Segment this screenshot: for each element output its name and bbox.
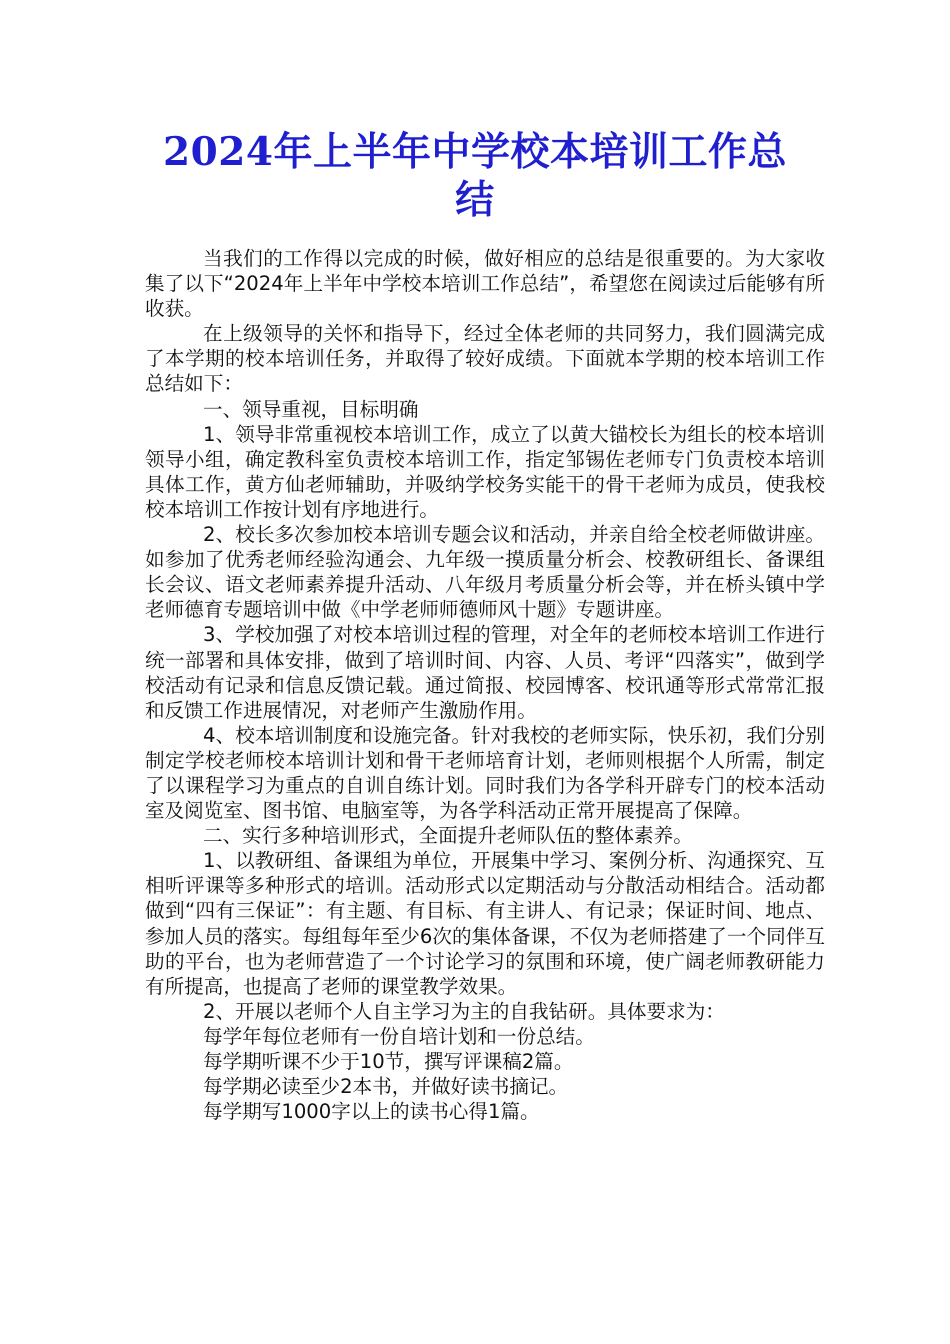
document-body <box>145 246 825 1124</box>
paragraph-summary-lead: 在上级领导的关怀和指导下，经过全体老师的共同努力，我们圆满完成了本学期的校本培训任务，并取得了较好成绩。下面就本学期的校本培训工作总结如下： <box>145 322 825 396</box>
paragraph-point-2-1: 1、以教研组、备课组为单位，开展集中学习、案例分析、沟通探究、互相听评课等多种形式的培训。活动形式以定期活动与分散活动相结合。活动都做到“四有三保证”：有主题、有目标、有主讲人、有记录；保证时间、地点、参加人员的落实。每组每年至少6次的集体备课，不仅为老师搭建了一个同伴互助的平台，也为老师营造了一个讨论学习的氛围和环境，使广阔老师教研能力有所提高，也提高了老师的课堂教学效果。 <box>145 849 825 998</box>
paragraph-point-1-2: 2、校长多次参加校本培训专题会议和活动，并亲自给全校老师做讲座。如参加了优秀老师经验沟通会、九年级一摸质量分析会、校教研组长、备课组长会议、语文老师素养提升活动、八年级月考质量分析会等，并在桥头镇中学老师德育专题培训中做《中学老师师德师风十题》专题讲座。 <box>145 523 825 622</box>
section-heading-2: 二、实行多种培训形式，全面提升老师队伍的整体素养。 <box>203 824 693 848</box>
paragraph-intro: 当我们的工作得以完成的时候，做好相应的总结是很重要的。为大家收集了以下“2024年上半年中学校本培训工作总结”，希望您在阅读过后能够有所收获。 <box>145 247 825 321</box>
paragraph-point-1-4: 4、校本培训制度和设施完备。针对我校的老师实际，快乐初，我们分别制定学校老师校本培训计划和骨干老师培育计划，老师则根据个人所需，制定了以课程学习为重点的自训自练计划。同时我们为各学科开辟专门的校本活动室及阅览室、图书馆、电脑室等，为各学科活动正常开展提高了保障。 <box>145 723 825 823</box>
requirement-item: 每学年每位老师有一份自培计划和一份总结。 <box>203 1024 595 1048</box>
requirement-item: 每学期写1000字以上的读书心得1篇。 <box>203 1100 540 1124</box>
document-title: 2024年上半年中学校本培训工作总结 <box>162 129 788 223</box>
requirement-item: 每学期必读至少2本书，并做好读书摘记。 <box>203 1075 569 1099</box>
paragraph-point-2-2: 2、开展以老师个人自主学习为主的自我钻研。具体要求为： <box>203 999 725 1023</box>
section-heading-1: 一、领导重视，目标明确 <box>203 397 419 421</box>
requirement-item: 每学期听课不少于10节，撰写评课稿2篇。 <box>203 1050 574 1073</box>
paragraph-point-1-3: 3、学校加强了对校本培训过程的管理，对全年的老师校本培训工作进行统一部署和具体安排，做到了培训时间、内容、人员、考评“四落实”，做到学校活动有记录和信息反馈记载。通过简报、校园博客、校讯通等形式常常汇报和反馈工作进展情况，对老师产生激励作用。 <box>145 623 825 722</box>
paragraph-point-1-1: 1、领导非常重视校本培训工作，成立了以黄大锚校长为组长的校本培训领导小组，确定教科室负责校本培训工作，指定邹锡佐老师专门负责校本培训具体工作，黄方仙老师辅助，并吸纳学校务实能干的骨干老师为成员，使我校校本培训工作按计划有序地进行。 <box>145 422 825 521</box>
